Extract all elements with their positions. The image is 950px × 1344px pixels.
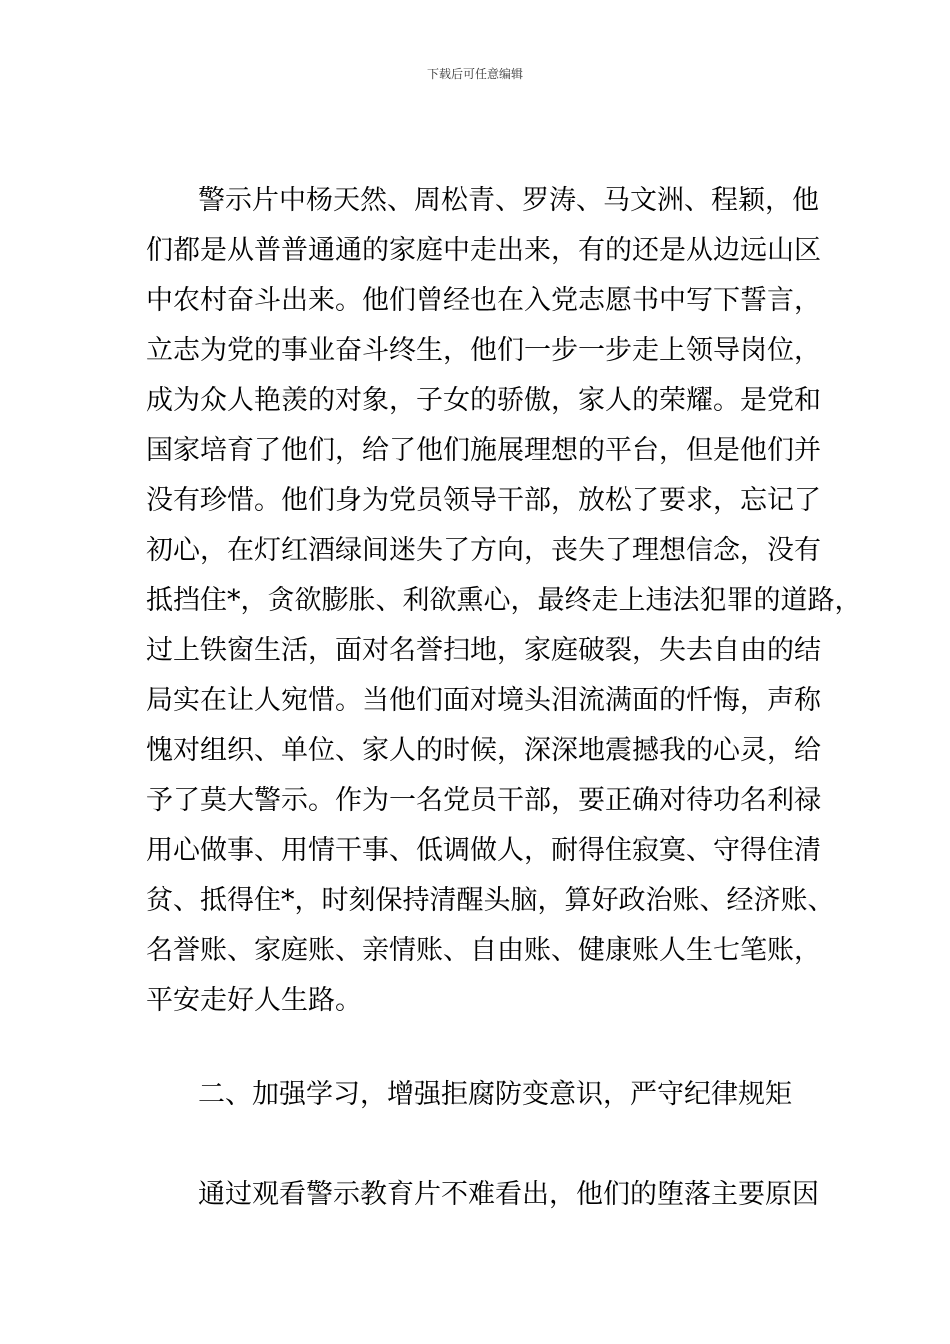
paragraph-line: 立志为党的事业奋斗终生，他们一步一步走上领导岗位， — [146, 335, 821, 366]
paragraph-line: 予了莫大警示。作为一名党员干部，要正确对待功名利禄 — [146, 785, 821, 816]
paragraph-2-line: 通过观看警示教育片不难看出，他们的堕落主要原因 — [198, 1179, 819, 1210]
paragraph-line: 抵挡住*，贪欲膨胀、利欲熏心，最终走上违法犯罪的道路， — [146, 585, 862, 616]
paragraph-line: 平安走好人生路。 — [146, 985, 362, 1016]
paragraph-line: 成为众人艳羡的对象，子女的骄傲，家人的荣耀。是党和 — [146, 385, 821, 416]
paragraph-line: 国家培育了他们，给了他们施展理想的平台，但是他们并 — [146, 435, 821, 466]
paragraph-line: 警示片中杨天然、周松青、罗涛、马文洲、程颖，他 — [198, 185, 819, 216]
paragraph-line: 局实在让人宛惜。当他们面对境头泪流满面的忏悔，声称 — [146, 685, 821, 716]
paragraph-line: 们都是从普普通通的家庭中走出来，有的还是从边远山区 — [146, 235, 821, 266]
paragraph-line: 用心做事、用情干事、低调做人，耐得住寂寞、守得住清 — [146, 835, 821, 866]
paragraph-line: 名誉账、家庭账、亲情账、自由账、健康账人生七笔账， — [146, 935, 821, 966]
paragraph-line: 贫、抵得住*，时刻保持清醒头脑，算好政治账、经济账、 — [146, 885, 835, 916]
paragraph-line: 过上铁窗生活，面对名誉扫地，家庭破裂，失去自由的结 — [146, 635, 821, 666]
paragraph-line: 愧对组织、单位、家人的时候，深深地震撼我的心灵，给 — [146, 735, 821, 766]
paragraph-line: 没有珍惜。他们身为党员领导干部，放松了要求，忘记了 — [146, 485, 821, 516]
page-header-note: 下载后可任意编辑 — [426, 67, 523, 81]
section-heading: 二、加强学习，增强拒腐防变意识，严守纪律规矩 — [198, 1079, 792, 1110]
paragraph-line: 中农村奋斗出来。他们曾经也在入党志愿书中写下誓言， — [146, 285, 821, 316]
paragraph-line: 初心，在灯红酒绿间迷失了方向，丧失了理想信念，没有 — [146, 535, 821, 566]
paragraph-1 — [146, 176, 862, 1026]
